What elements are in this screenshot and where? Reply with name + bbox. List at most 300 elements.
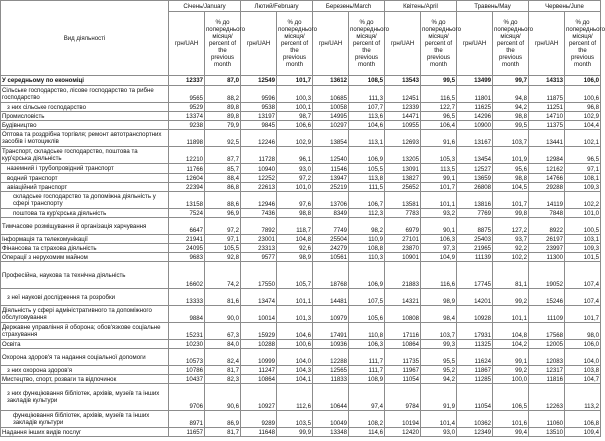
wage-percent-cell: 97,4 [349,384,385,411]
table-row-total [1,76,601,86]
wage-uah-cell: 13091 [385,164,421,174]
wage-uah-cell: 11300 [529,253,565,262]
wage-uah-cell: 13612 [313,76,349,86]
wage-percent-cell: 113,6 [349,112,385,121]
wage-uah-cell: 11875 [529,86,565,103]
percent-column-header: % до попереднього місяця/ percent of the previous month [277,12,313,76]
wage-uah-cell: 9784 [385,384,421,411]
wage-percent-cell: 101,7 [565,306,601,323]
activity-label: Освіта [1,340,169,349]
wage-percent-cell: 81,7 [205,428,241,437]
wage-uah-cell: 13543 [385,76,421,86]
wage-uah-cell: 7769 [457,209,493,218]
activity-label: Мистецтво, спорт, розваги та відпочинок [1,375,169,384]
table-row [1,366,601,375]
wage-percent-cell: 99,5 [493,121,529,130]
wage-uah-cell: 10864 [241,375,277,384]
wage-percent-cell: 97,1 [565,164,601,174]
wage-uah-cell: 12540 [313,147,349,164]
activity-label: авіаційний транспорт [1,183,169,192]
wage-percent-cell: 113,2 [565,384,601,411]
wage-percent-cell: 101,7 [493,192,529,209]
wage-uah-cell: 25652 [385,183,421,192]
wage-percent-cell: 93,0 [421,428,457,437]
percent-column-header: % до попереднього місяця/ percent of the previous month [565,12,601,76]
table-row [1,235,601,244]
wage-uah-cell: 10936 [313,340,349,349]
month-header-january: Січень/January [169,1,241,12]
wage-uah-cell: 10194 [385,411,421,428]
activity-label: Операції з нерухомим майном [1,253,169,262]
wage-percent-cell: 106,3 [421,235,457,244]
activity-label: з них охорона здоров'я [1,366,169,375]
wage-percent-cell: 110,8 [349,323,385,340]
activity-label: водний транспорт [1,174,169,183]
wage-percent-cell: 104,0 [565,349,601,366]
wage-uah-cell: 9529 [169,103,205,112]
wage-percent-cell: 108,2 [349,411,385,428]
wage-uah-cell: 13205 [385,147,421,164]
activity-label: Інформація та телекомунікації [1,235,169,244]
wage-percent-cell: 106,9 [349,262,385,289]
wage-percent-cell: 104,0 [277,349,313,366]
activity-label: функціювання бібліотек, архівів, музеїв та інших закладів культури [1,411,169,428]
uah-column-header: грн/UAH [313,12,349,76]
wage-uah-cell: 16602 [169,262,205,289]
wage-percent-cell: 98,4 [421,306,457,323]
wage-percent-cell: 100,6 [277,340,313,349]
wage-percent-cell: 88,4 [205,174,241,183]
wage-percent-cell: 97,1 [205,235,241,244]
wage-percent-cell: 90,1 [421,218,457,235]
wage-uah-cell: 15246 [529,289,565,306]
wage-percent-cell: 104,9 [421,253,457,262]
percent-column-header: % до попереднього місяця/ percent of the previous month [421,12,457,76]
wage-percent-cell: 98,8 [277,209,313,218]
wage-percent-cell: 79,9 [205,121,241,130]
wage-percent-cell: 107,5 [349,289,385,306]
wage-uah-cell: 11967 [385,366,421,375]
activity-label: Сільське господарство, лісове господарство та рибне господарство [1,86,169,103]
wage-percent-cell: 93,2 [421,209,457,218]
wage-uah-cell: 23997 [529,244,565,253]
wage-percent-cell: 103,1 [565,235,601,244]
wage-uah-cell: 10288 [241,340,277,349]
wage-percent-cell: 99,3 [421,340,457,349]
wage-uah-cell: 9884 [169,306,205,323]
wage-percent-cell: 98,8 [493,112,529,121]
table-row [1,375,601,384]
wage-uah-cell: 22613 [241,183,277,192]
wage-percent-cell: 106,7 [349,192,385,209]
wage-uah-cell: 9538 [241,103,277,112]
wage-percent-cell: 101,6 [493,411,529,428]
wage-uah-cell: 10230 [169,340,205,349]
wage-uah-cell: 13816 [457,192,493,209]
wage-percent-cell: 90,0 [205,306,241,323]
wage-uah-cell: 10644 [313,384,349,411]
wage-uah-cell: 10786 [169,366,205,375]
wage-uah-cell: 17491 [313,323,349,340]
wage-percent-cell: 91,6 [421,130,457,147]
wage-percent-cell: 98,8 [493,174,529,183]
wage-percent-cell: 105,6 [349,306,385,323]
wage-uah-cell: 10900 [457,121,493,130]
activity-label: з неї наукові дослідження та розробки [1,289,169,306]
wage-uah-cell: 9596 [241,86,277,103]
activity-label: з них сільське господарство [1,103,169,112]
table-row [1,428,601,437]
activity-label: поштова та кур'єрська діяльність [1,209,169,218]
wage-percent-cell: 105,5 [205,244,241,253]
wage-percent-cell: 90,6 [205,384,241,411]
wage-uah-cell: 14119 [529,192,565,209]
wage-percent-cell: 105,7 [277,262,313,289]
wage-percent-cell: 97,6 [277,192,313,209]
wage-uah-cell: 12317 [529,366,565,375]
activity-label: наземний і трубопровідний транспорт [1,164,169,174]
wage-uah-cell: 10014 [241,306,277,323]
wage-uah-cell: 11625 [457,103,493,112]
wage-uah-cell: 13374 [169,112,205,121]
wage-uah-cell: 10901 [385,253,421,262]
table-row [1,340,601,349]
wage-percent-cell: 101,1 [421,192,457,209]
table-row [1,209,601,218]
wage-uah-cell: 25403 [457,235,493,244]
wage-percent-cell: 96,1 [277,147,313,164]
wage-percent-cell: 98,9 [277,253,313,262]
wage-percent-cell: 92,6 [277,244,313,253]
percent-column-header: % до попереднього місяця/ percent of the previous month [205,12,241,76]
table-row [1,306,601,323]
wage-uah-cell: 7436 [241,209,277,218]
table-body [1,76,601,437]
wage-percent-cell: 101,4 [421,411,457,428]
wage-percent-cell: 104,8 [493,323,529,340]
wage-percent-cell: 96,5 [421,112,457,121]
wage-uah-cell: 22394 [169,183,205,192]
percent-column-header: % до попереднього місяця/ percent of the previous month [493,12,529,76]
wage-percent-cell: 113,1 [349,130,385,147]
wage-percent-cell: 94,8 [493,86,529,103]
wage-percent-cell: 93,0 [277,164,313,174]
wage-uah-cell: 11648 [241,428,277,437]
activity-label: Професійна, наукова та технічна діяльність [1,262,169,289]
wage-uah-cell: 11054 [457,384,493,411]
table-row [1,86,601,103]
wage-percent-cell: 82,4 [205,349,241,366]
wage-uah-cell: 9565 [169,86,205,103]
wage-percent-cell: 103,7 [493,130,529,147]
wage-uah-cell: 13441 [529,130,565,147]
wage-uah-cell: 11801 [457,86,493,103]
wage-percent-cell: 81,6 [205,289,241,306]
wage-uah-cell: 13659 [457,174,493,183]
wage-uah-cell: 12349 [457,428,493,437]
wage-uah-cell: 13510 [529,428,565,437]
month-header-june: Червень/June [529,1,601,12]
table-row [1,244,601,253]
uah-column-header: грн/UAH [385,12,421,76]
wage-uah-cell: 14313 [529,76,565,86]
wage-percent-cell: 99,2 [493,289,529,306]
wage-uah-cell: 9683 [169,253,205,262]
wage-percent-cell: 114,6 [349,428,385,437]
wage-percent-cell: 111,3 [349,86,385,103]
wage-percent-cell: 103,7 [421,323,457,340]
wage-uah-cell: 15929 [241,323,277,340]
wage-uah-cell: 8349 [313,209,349,218]
table-row [1,147,601,164]
wage-uah-cell: 12527 [457,164,493,174]
wage-percent-cell: 107,4 [565,262,601,289]
wage-percent-cell: 101,1 [493,306,529,323]
wage-percent-cell: 106,4 [421,121,457,130]
wage-uah-cell: 7783 [385,209,421,218]
wage-percent-cell: 104,6 [277,323,313,340]
wage-uah-cell: 13474 [241,289,277,306]
wage-percent-cell: 98,2 [349,218,385,235]
uah-column-header: грн/UAH [529,12,565,76]
table-row [1,174,601,183]
wage-uah-cell: 13158 [169,192,205,209]
wage-percent-cell: 99,7 [493,76,529,86]
wage-percent-cell: 113,5 [421,164,457,174]
wage-uah-cell: 11898 [169,130,205,147]
wage-percent-cell: 92,5 [205,130,241,147]
wage-uah-cell: 11624 [457,349,493,366]
wage-percent-cell: 101,9 [493,147,529,164]
table-row [1,349,601,366]
wage-uah-cell: 11816 [529,375,565,384]
uah-column-header: грн/UAH [169,12,205,76]
wage-percent-cell: 99,5 [421,76,457,86]
wage-uah-cell: 24095 [169,244,205,253]
wage-uah-cell: 9289 [241,411,277,428]
wage-percent-cell: 85,7 [205,164,241,174]
wage-uah-cell: 13348 [313,428,349,437]
wage-uah-cell: 12565 [313,366,349,375]
wage-percent-cell: 107,7 [349,103,385,112]
wage-uah-cell: 13706 [313,192,349,209]
wage-percent-cell: 98,7 [277,112,313,121]
wage-uah-cell: 11285 [457,375,493,384]
wage-uah-cell: 14995 [313,112,349,121]
wage-uah-cell: 11728 [241,147,277,164]
wage-percent-cell: 111,5 [349,183,385,192]
wage-uah-cell: 12005 [529,340,565,349]
wage-uah-cell: 11867 [457,366,493,375]
wage-percent-cell: 103,5 [277,411,313,428]
wage-percent-cell: 97,3 [421,244,457,253]
wage-uah-cell: 11833 [313,375,349,384]
table-row [1,130,601,147]
wage-uah-cell: 12946 [241,192,277,209]
wage-uah-cell: 12162 [529,164,565,174]
wage-percent-cell: 105,3 [421,147,457,164]
wage-percent-cell: 102,9 [565,112,601,121]
wage-uah-cell: 10685 [313,86,349,103]
wage-uah-cell: 11375 [529,121,565,130]
wage-percent-cell: 89,8 [205,103,241,112]
wage-percent-cell: 99,2 [493,366,529,375]
wage-percent-cell: 105,5 [349,164,385,174]
wage-percent-cell: 104,3 [277,366,313,375]
wage-percent-cell: 107,4 [565,289,601,306]
wage-percent-cell: 108,9 [349,375,385,384]
wage-uah-cell: 10573 [169,349,205,366]
wage-uah-cell: 25504 [313,235,349,244]
wage-percent-cell: 101,5 [565,253,601,262]
wage-percent-cell: 116,5 [421,86,457,103]
wage-uah-cell: 12263 [529,384,565,411]
wage-uah-cell: 21941 [169,235,205,244]
wage-uah-cell: 19052 [529,262,565,289]
wage-uah-cell: 21965 [457,244,493,253]
wage-uah-cell: 10999 [241,349,277,366]
wage-percent-cell: 99,4 [493,428,529,437]
wage-uah-cell: 11657 [169,428,205,437]
wage-percent-cell: 101,0 [277,183,313,192]
wage-uah-cell: 14321 [385,289,421,306]
month-header-march: Березень/March [313,1,385,12]
wage-uah-cell: 12451 [385,86,421,103]
wage-percent-cell: 99,8 [493,209,529,218]
wage-percent-cell: 112,3 [349,209,385,218]
wage-percent-cell: 101,7 [277,76,313,86]
activity-label: з них функціювання бібліотек, архівів, музеїв та інших закладів культури [1,384,169,411]
wage-uah-cell: 26197 [529,235,565,244]
wage-percent-cell: 96,8 [565,103,601,112]
wage-percent-cell: 93,7 [493,235,529,244]
wage-uah-cell: 13581 [385,192,421,209]
wage-uah-cell: 12339 [385,103,421,112]
activity-label: У середньому по економіці [1,76,169,86]
wage-percent-cell: 111,7 [349,349,385,366]
wage-percent-cell: 81,7 [205,366,241,375]
table-row [1,262,601,289]
wage-uah-cell: 14201 [457,289,493,306]
wage-uah-cell: 12288 [313,349,349,366]
wage-uah-cell: 6647 [169,218,205,235]
wage-uah-cell: 27101 [385,235,421,244]
wage-uah-cell: 10808 [385,306,421,323]
wage-uah-cell: 8875 [457,218,493,235]
wage-uah-cell: 15231 [169,323,205,340]
wage-percent-cell: 104,6 [349,121,385,130]
activity-label: Промисловість [1,112,169,121]
wage-percent-cell: 100,6 [565,86,601,103]
wage-percent-cell: 97,2 [205,218,241,235]
activity-label: Надання інших видів послуг [1,428,169,437]
wage-percent-cell: 102,9 [277,130,313,147]
activity-label: Державне управління й оборона; обов'язкове соціальне страхування [1,323,169,340]
activity-label: Охорона здоров'я та надання соціальної допомоги [1,349,169,366]
wage-uah-cell: 9577 [241,253,277,262]
wage-percent-cell: 96,5 [565,147,601,164]
wage-uah-cell: 13827 [385,174,421,183]
activity-column-header: Вид діяльності [1,1,169,76]
uah-column-header: грн/UAH [457,12,493,76]
wage-percent-cell: 84,0 [205,340,241,349]
wage-percent-cell: 92,8 [205,253,241,262]
wage-uah-cell: 11325 [457,340,493,349]
wage-percent-cell: 109,4 [565,428,601,437]
wage-percent-cell: 106,9 [349,147,385,164]
wage-percent-cell: 101,0 [565,209,601,218]
wage-percent-cell: 106,8 [565,411,601,428]
wage-percent-cell: 100,5 [565,218,601,235]
wage-uah-cell: 12083 [529,349,565,366]
table-row [1,253,601,262]
wage-percent-cell: 109,3 [565,244,601,253]
wage-uah-cell: 17116 [385,323,421,340]
wage-uah-cell: 10928 [457,306,493,323]
wage-percent-cell: 98,0 [565,323,601,340]
wage-uah-cell: 14766 [529,174,565,183]
wage-uah-cell: 14471 [385,112,421,121]
wage-uah-cell: 12549 [241,76,277,86]
wage-uah-cell: 10979 [313,306,349,323]
table-row [1,411,601,428]
wage-uah-cell: 11546 [313,164,349,174]
wage-uah-cell: 7749 [313,218,349,235]
wage-percent-cell: 92,2 [493,244,529,253]
wage-uah-cell: 13333 [169,289,205,306]
wage-percent-cell: 127,2 [493,218,529,235]
wage-percent-cell: 94,2 [421,375,457,384]
wage-percent-cell: 67,3 [205,323,241,340]
table-row [1,192,601,209]
wage-percent-cell: 102,2 [493,253,529,262]
wage-uah-cell: 10058 [313,103,349,112]
wage-percent-cell: 101,3 [277,306,313,323]
wage-percent-cell: 116,6 [421,262,457,289]
wage-uah-cell: 12604 [169,174,205,183]
wage-uah-cell: 29288 [529,183,565,192]
wage-uah-cell: 9238 [169,121,205,130]
wage-percent-cell: 74,2 [205,262,241,289]
wage-uah-cell: 10864 [385,340,421,349]
activity-label: Тимчасове розміщування й організація харчування [1,218,169,235]
wage-uah-cell: 11735 [385,349,421,366]
wage-uah-cell: 12693 [385,130,421,147]
wage-percent-cell: 99,9 [277,428,313,437]
wage-percent-cell: 104,5 [493,183,529,192]
wage-percent-cell: 96,9 [205,209,241,218]
wage-percent-cell: 118,7 [277,218,313,235]
wage-percent-cell: 95,6 [493,164,529,174]
wage-percent-cell: 101,1 [277,289,313,306]
wage-uah-cell: 11139 [457,253,493,262]
wage-uah-cell: 13947 [313,174,349,183]
wage-percent-cell: 104,1 [277,375,313,384]
wage-uah-cell: 9706 [169,384,205,411]
wage-percent-cell: 87,7 [205,147,241,164]
wage-percent-cell: 110,9 [349,235,385,244]
wage-uah-cell: 7848 [529,209,565,218]
wage-uah-cell: 11060 [529,411,565,428]
wage-percent-cell: 104,2 [493,340,529,349]
wage-percent-cell: 87,0 [205,76,241,86]
activity-label: Фінансова та страхова діяльність [1,244,169,253]
wage-uah-cell: 10362 [457,411,493,428]
wage-uah-cell: 13499 [457,76,493,86]
wage-uah-cell: 23870 [385,244,421,253]
wage-uah-cell: 10940 [241,164,277,174]
table-row [1,164,601,174]
